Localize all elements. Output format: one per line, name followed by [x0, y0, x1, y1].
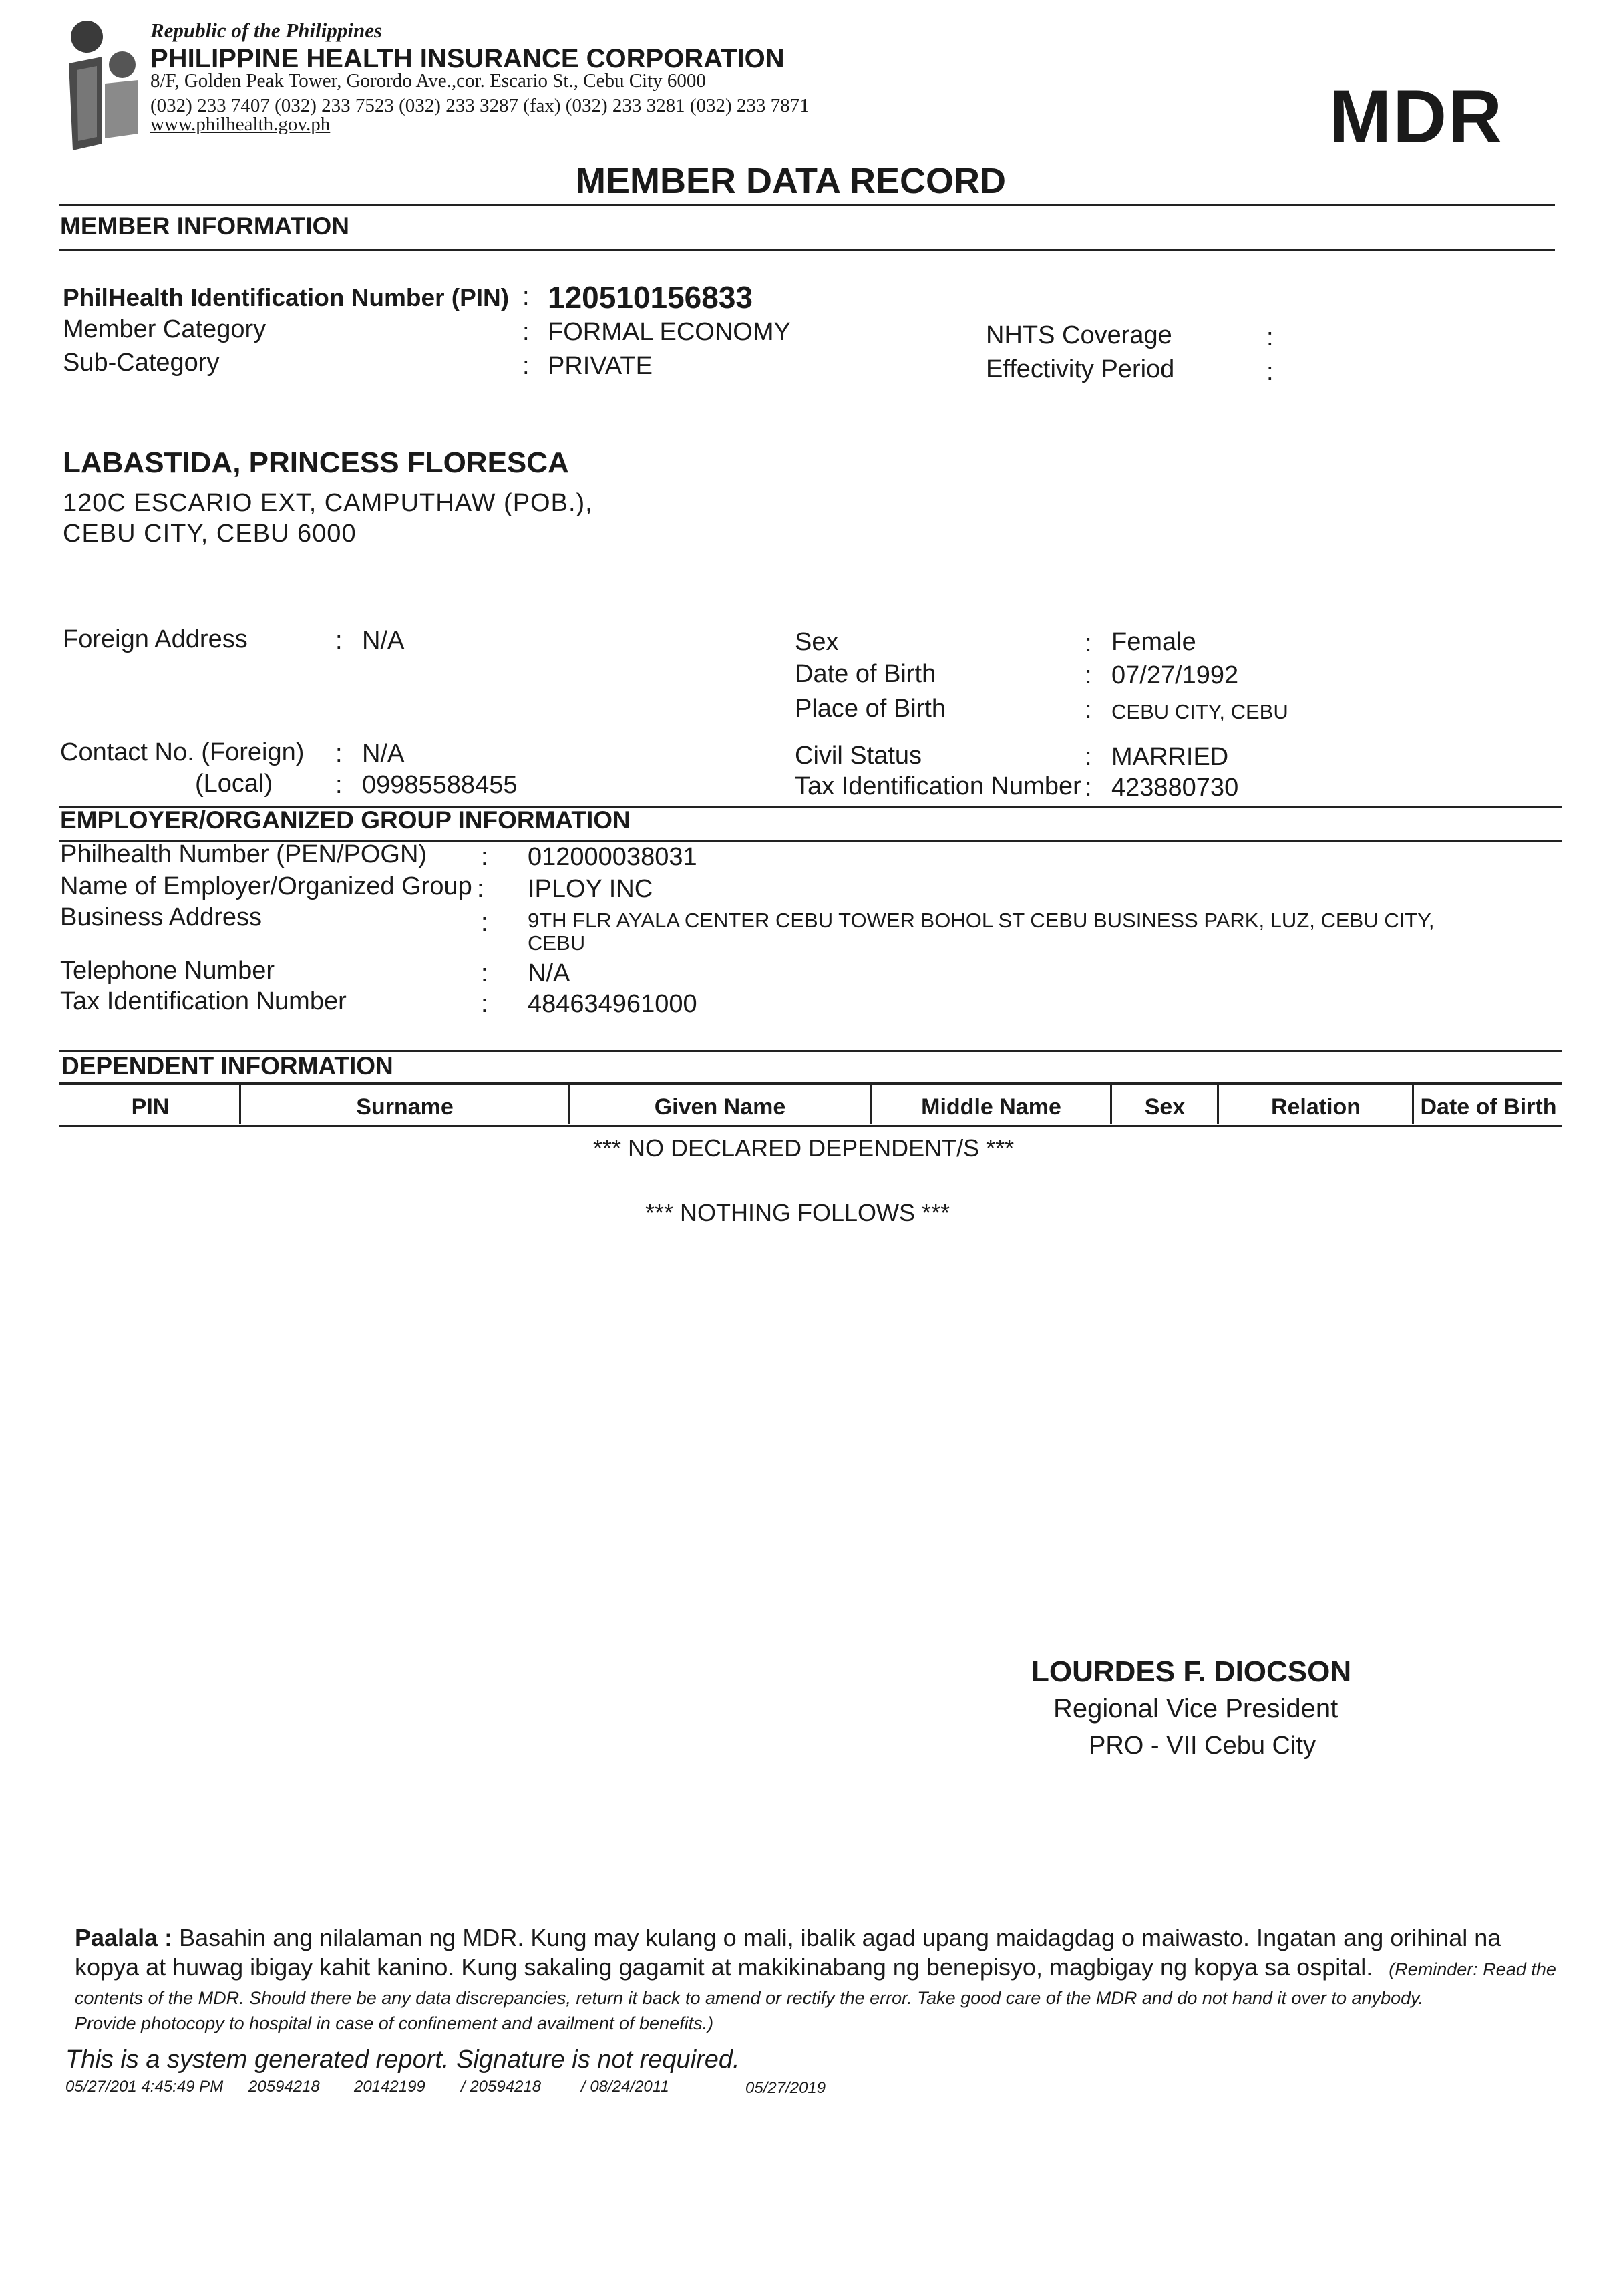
signatory-name: LOURDES F. DIOCSON — [1031, 1655, 1352, 1688]
colon: : — [522, 318, 530, 346]
paalala-line1 — [75, 1924, 1501, 1952]
member-tin-value: 423880730 — [1111, 774, 1239, 802]
pob-value: CEBU CITY, CEBU — [1111, 700, 1288, 723]
corporation-name: PHILIPPINE HEALTH INSURANCE CORPORATION — [150, 44, 785, 73]
print-stamp-id3: / 20594218 — [461, 2078, 542, 2096]
paalala-text-line2: kopya at huwag ibigay kahit kanino. Kung sakaling gagamit at makikinabang ng benepisyo, magbigay ng kopya sa ospital. — [75, 1953, 1373, 1981]
english-reminder-start: (Reminder: Read the — [1389, 1959, 1556, 1979]
civil-status-value: MARRIED — [1111, 743, 1229, 771]
mdr-mark: MDR — [1329, 75, 1504, 158]
telephone-label: Telephone Number — [60, 957, 275, 985]
column-header-middle-name: Middle Name — [921, 1094, 1061, 1120]
member-name: LABASTIDA, PRINCESS FLORESCA — [63, 446, 569, 479]
member-category-label: Member Category — [63, 315, 266, 343]
divider — [59, 1125, 1562, 1127]
sub-category-value: PRIVATE — [548, 352, 653, 380]
column-header-surname: Surname — [356, 1094, 454, 1120]
colon: : — [1085, 743, 1092, 771]
employer-tin-value: 484634961000 — [528, 990, 697, 1018]
nhts-coverage-label: NHTS Coverage — [986, 321, 1172, 349]
colon: : — [1085, 696, 1092, 724]
effectivity-period-label: Effectivity Period — [986, 355, 1175, 383]
column-header-pin: PIN — [131, 1094, 170, 1120]
divider — [59, 204, 1555, 206]
print-stamp-date3: 05/27/2019 — [745, 2079, 826, 2097]
dependent-info-heading: DEPENDENT INFORMATION — [61, 1052, 393, 1080]
colon: : — [335, 740, 343, 768]
colon: : — [522, 352, 530, 380]
business-address-line2: CEBU — [528, 931, 586, 955]
document-title: MEMBER DATA RECORD — [576, 161, 1006, 201]
nothing-follows-note: *** NOTHING FOLLOWS *** — [645, 1199, 950, 1226]
colon: : — [481, 909, 488, 937]
corporation-address: 8/F, Golden Peak Tower, Gorordo Ave.,cor. Escario St., Cebu City 6000 — [150, 70, 706, 92]
print-stamp-date-time: 05/27/201 4:45:49 PM — [65, 2078, 224, 2096]
print-stamp-id1: 20594218 — [248, 2078, 320, 2096]
column-header-relation: Relation — [1270, 1094, 1361, 1120]
pin-label: PhilHealth Identification Number (PIN) — [63, 284, 510, 311]
paalala-label: Paalala : — [75, 1924, 173, 1951]
colon: : — [335, 627, 343, 655]
pob-label: Place of Birth — [795, 695, 946, 723]
employer-name-label: Name of Employer/Organized Group — [60, 872, 472, 900]
colon: : — [1085, 774, 1092, 802]
english-reminder-line2: Provide photocopy to hospital in case of confinement and availment of benefits.) — [75, 2013, 714, 2033]
no-dependents-note: *** NO DECLARED DEPENDENT/S *** — [593, 1134, 1015, 1162]
sub-category-label: Sub-Category — [63, 349, 220, 377]
sex-label: Sex — [795, 628, 839, 656]
dependent-table-header — [60, 1084, 1563, 1124]
pen-value: 012000038031 — [528, 843, 697, 871]
pin-value: 120510156833 — [548, 280, 753, 315]
contact-local-value: 09985588455 — [362, 771, 518, 799]
website-link[interactable]: www.philhealth.gov.ph — [150, 114, 331, 135]
contact-foreign-value: N/A — [362, 740, 405, 768]
contact-local-label: (Local) — [195, 770, 273, 798]
column-header-given-name: Given Name — [654, 1094, 786, 1120]
colon: : — [1085, 629, 1092, 657]
foreign-address-value: N/A — [362, 627, 405, 655]
english-reminder-line1: contents of the MDR. Should there be any data discrepancies, return it back to amend or rectify the error. Take good care of the MDR and do not hand it over to anybody. — [75, 1988, 1424, 2008]
dob-label: Date of Birth — [795, 660, 936, 688]
member-address-line2: CEBU CITY, CEBU 6000 — [63, 520, 357, 548]
corporation-phones: (032) 233 7407 (032) 233 7523 (032) 233 3287 (fax) (032) 233 3281 (032) 233 7871 — [150, 95, 810, 116]
colon: : — [481, 959, 488, 987]
colon: : — [481, 990, 488, 1018]
pen-label: Philhealth Number (PEN/POGN) — [60, 840, 427, 868]
member-category-value: FORMAL ECONOMY — [548, 318, 791, 346]
foreign-address-label: Foreign Address — [63, 625, 248, 653]
member-address-line1: 120C ESCARIO EXT, CAMPUTHAW (POB.), — [63, 489, 593, 517]
paalala-text-line1: Basahin ang nilalaman ng MDR. Kung may kulang o mali, ibalik agad upang maidagdag o maiwasto. Ingatan ang orihinal na — [179, 1924, 1501, 1951]
colon: : — [1266, 358, 1274, 386]
colon: : — [481, 843, 488, 871]
employer-info-heading: EMPLOYER/ORGANIZED GROUP INFORMATION — [60, 806, 631, 834]
signatory-title: Regional Vice President — [1053, 1694, 1338, 1724]
business-address-label: Business Address — [60, 903, 262, 931]
colon: : — [1266, 323, 1274, 351]
divider — [59, 249, 1555, 251]
business-address-line1: 9TH FLR AYALA CENTER CEBU TOWER BOHOL ST CEBU BUSINESS PARK, LUZ, CEBU CITY, — [528, 909, 1435, 932]
member-info-heading: MEMBER INFORMATION — [60, 212, 349, 240]
contact-foreign-label: Contact No. (Foreign) — [60, 738, 305, 766]
print-stamp-date2: / 08/24/2011 — [581, 2078, 669, 2096]
employer-name-value: IPLOY INC — [528, 875, 653, 903]
system-generated-note: This is a system generated report. Signature is not required. — [65, 2045, 740, 2074]
employer-tin-label: Tax Identification Number — [60, 987, 347, 1015]
civil-status-label: Civil Status — [795, 742, 922, 770]
colon: : — [1085, 661, 1092, 689]
member-tin-label: Tax Identification Number — [795, 772, 1081, 800]
colon: : — [477, 875, 484, 903]
philhealth-logo — [63, 17, 147, 150]
sex-value: Female — [1111, 628, 1196, 656]
dob-value: 07/27/1992 — [1111, 661, 1239, 689]
column-header-date-of-birth: Date of Birth — [1420, 1094, 1557, 1120]
signatory-office: PRO - VII Cebu City — [1089, 1732, 1316, 1760]
telephone-value: N/A — [528, 959, 570, 987]
colon: : — [335, 771, 343, 799]
republic-text: Republic of the Philippines — [150, 19, 383, 42]
colon: : — [522, 283, 530, 311]
column-header-sex: Sex — [1144, 1094, 1186, 1120]
print-stamp-id2: 20142199 — [354, 2078, 425, 2096]
paalala-line2 — [75, 1953, 1556, 1981]
